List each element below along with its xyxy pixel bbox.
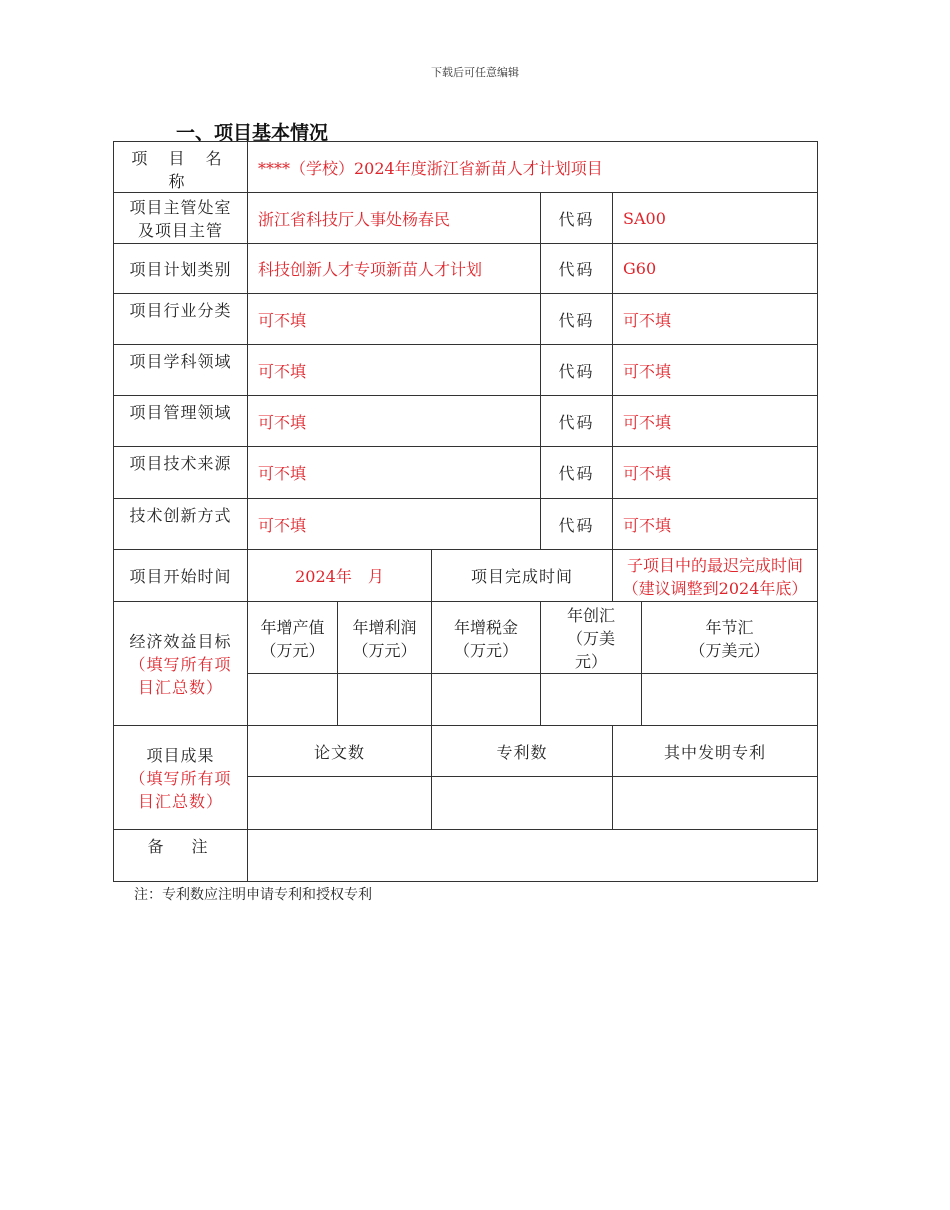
economic-note-line1: （填写所有项 [129,655,232,674]
economic-col-profit [338,602,432,674]
results-col-patents: 专利数 [432,726,613,777]
end-time-value-line1: 子项目中的最迟完成时间 [627,555,804,575]
results-papers-input[interactable] [248,777,432,830]
economic-note-line2: 目汇总数） [137,678,223,697]
results-note-line2: 目汇总数） [137,792,223,811]
economic-col-forex-earned [541,602,642,674]
management-code-value[interactable]: 可不填 [613,396,818,447]
plan-label: 项目计划类别 [114,244,248,294]
start-time-label: 项目开始时间 [114,550,248,602]
innovation-value[interactable]: 可不填 [248,499,541,550]
economic-col-tax-title: 年增税金 [453,617,518,637]
results-label-cell [114,726,248,830]
economic-col-tax [432,602,541,674]
end-time-value[interactable] [613,550,818,602]
plan-code-label: 代码 [541,244,613,294]
economic-col-forex-saved-unit: （万美元） [689,640,770,660]
end-time-label: 项目完成时间 [432,550,613,602]
remarks-label: 备 注 [114,830,248,882]
discipline-code-label: 代码 [541,345,613,396]
management-label: 项目管理领域 [114,396,248,447]
economic-tax-input[interactable] [432,674,541,726]
economic-col-profit-unit: （万元） [352,640,417,660]
page-header: 下载后可任意编辑 [431,66,519,79]
dept-label-line2: 及项目主管 [137,221,223,240]
section-title: 一、项目基本情况 [176,122,329,144]
economic-col-output [248,602,338,674]
results-note-line1: （填写所有项 [129,769,232,788]
economic-forex-earned-input[interactable] [541,674,642,726]
footnote: 注：专利数应注明申请专利和授权专利 [134,887,372,903]
results-col-papers: 论文数 [248,726,432,777]
dept-label [114,193,248,244]
management-value[interactable]: 可不填 [248,396,541,447]
plan-code-value[interactable]: G60 [613,244,818,294]
economic-col-output-title: 年增产值 [260,617,325,637]
innovation-code-value[interactable]: 可不填 [613,499,818,550]
economic-output-input[interactable] [248,674,338,726]
economic-forex-saved-input[interactable] [642,674,818,726]
innovation-label: 技术创新方式 [114,499,248,550]
industry-code-label: 代码 [541,294,613,345]
economic-col-output-unit: （万元） [260,640,325,660]
economic-label: 经济效益目标 [129,632,232,651]
results-col-invention-patents: 其中发明专利 [613,726,818,777]
economic-col-tax-unit: （万元） [453,640,518,660]
results-label: 项目成果 [146,746,215,765]
economic-col-forex-earned-title: 年创汇 [566,606,615,625]
plan-value[interactable]: 科技创新人才专项新苗人才计划 [248,244,541,294]
dept-code-value[interactable]: SA00 [613,193,818,244]
economic-col-forex-saved-title: 年节汇 [705,617,754,637]
industry-value[interactable]: 可不填 [248,294,541,345]
project-name-value[interactable]: ****（学校）2024年度浙江省新苗人才计划项目 [248,142,818,193]
economic-profit-input[interactable] [338,674,432,726]
project-name-label: 项 目 名 称 [114,142,248,193]
tech-source-code-value[interactable]: 可不填 [613,447,818,499]
remarks-input[interactable] [248,830,818,882]
results-patents-input[interactable] [432,777,613,830]
industry-code-value[interactable]: 可不填 [613,294,818,345]
economic-col-forex-saved [642,602,818,674]
management-code-label: 代码 [541,396,613,447]
end-time-value-line2: （建议调整到2024年底） [622,578,808,598]
tech-source-code-label: 代码 [541,447,613,499]
economic-col-forex-earned-unit2: 元） [574,652,607,671]
industry-label: 项目行业分类 [114,294,248,345]
project-info-table [113,141,818,882]
tech-source-label: 项目技术来源 [114,447,248,499]
discipline-label: 项目学科领域 [114,345,248,396]
dept-code-label: 代码 [541,193,613,244]
economic-col-forex-earned-unit: （万美 [566,629,615,648]
tech-source-value[interactable]: 可不填 [248,447,541,499]
discipline-value[interactable]: 可不填 [248,345,541,396]
economic-col-profit-title: 年增利润 [352,617,417,637]
economic-label-cell [114,602,248,726]
innovation-code-label: 代码 [541,499,613,550]
dept-value[interactable]: 浙江省科技厅人事处杨春民 [248,193,541,244]
dept-label-line1: 项目主管处室 [129,198,232,217]
results-invention-patents-input[interactable] [613,777,818,830]
discipline-code-value[interactable]: 可不填 [613,345,818,396]
start-time-value[interactable]: 2024年 月 [248,550,432,602]
